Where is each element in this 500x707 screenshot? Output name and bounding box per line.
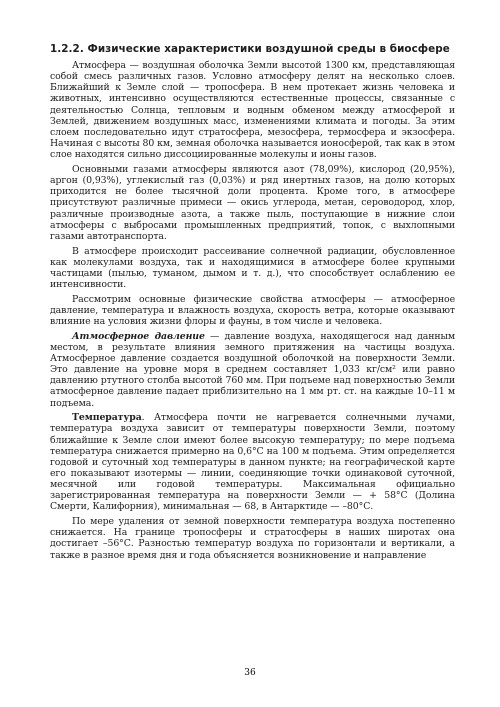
section-heading: 1.2.2. Физические характеристики воздушной среды в биосфере	[50, 43, 450, 55]
paragraph-text: Основными газами атмосферы являются азот (78,09%), кислород (20,95%), аргон (0,93%), углекислый газ (0,03%) и ряд инертных газов, на долю которых приходится не более тысячной доли процента. Кроме того, в атмосфере присутствуют различные примеси — окись углерода, метан, сероводород, хлор, различные производные азота, а также пыль, поступающие в нижние слои атмосферы с выбросами промышленных предприятий, топок, с выхлопными газами автотранспорта.	[50, 163, 455, 242]
paragraph-text: По мере удаления от земной поверхности температура воздуха постепенно снижается. На границе тропосферы и стратосферы в наших широтах она достигает –56°С. Разностью температур воздуха по горизонтали и вертикали, а также в разное время дня и года объясняется возникновение и направление	[50, 516, 455, 561]
paragraph-text: В атмосфере происходит рассеивание солнечной радиации, обусловленное как молекулами воздуха, так и находящимися в атмосфере более крупными частицами (пылью, туманом, дымом и т. д.), что способствует ослаблению ее интенсивности.	[50, 245, 455, 290]
paragraph-temperature	[50, 412, 455, 512]
body-text	[50, 60, 455, 561]
term-temperature: Температура	[72, 412, 142, 424]
page-number: 36	[244, 668, 256, 678]
paragraph-text: Рассмотрим основные физические свойства атмосферы — атмосферное давление, температура и влажность воздуха, скорость ветра, которые оказывают влияние на условия жизни флоры и фауны, в том числе и человека.	[50, 293, 455, 327]
paragraph-atmospheric-pressure	[50, 331, 455, 409]
paragraph-atmosphere-intro	[50, 60, 455, 160]
paragraph-temperature-altitude	[50, 516, 455, 561]
paragraph-text: — давление воздуха, находящегося над данным местом, в результате влияния земного притяжения на частицы воздуха. Атмосферное давление создается воздушной оболочкой на поверхности Земли. Это давление на уровне моря в среднем составляет 1,033 кг/см² или равно давлению ртутного столба высотой 760 мм. При подъеме над поверхностью Земли атмосферное давление падает приблизительно на 1 мм рт. ст. на каждые 10–11 м подъема.	[50, 330, 455, 409]
paragraph-text: Атмосфера — воздушная оболочка Земли высотой 1300 км, представляющая собой смесь различных газов. Условно атмосферу делят на несколько слоев. Ближайший к Земле слой — тропосфера. В нем протекает жизнь человека и животных, интенсивно осуществляются естественные процессы, связанные с деятельностью Солнца, тепловым и водным обменом между атмосферой и Землей, движением воздушных масс, изменениями климата и погоды. За этим слоем последовательно идут стратосфера, мезосфера, термосфера и экзосфера. Начиная с высоты 80 км, земная оболочка называется ионосферой, так как в этом слое находятся сильно диссоциированные молекулы и ионы газов.	[50, 60, 455, 161]
term-atmospheric-pressure: Атмосферное давление	[72, 330, 205, 342]
paragraph-physical-properties	[50, 294, 455, 327]
paragraph-solar-radiation	[50, 246, 455, 291]
paragraph-text: . Атмосфера почти не нагревается солнечными лучами, температура воздуха зависит от температуры поверхности Земли, поэтому ближайшие к Земле слои имеют более высокую температуру; по мере подъема температура снижается примерно на 0,6°С на 100 м подъема. Этим определяется годовой и суточный ход температуры в данном пункте; на географической карте его показывают изотермы — линии, соединяющие точки одинаковой суточной, месячной или годовой температуры. Максимальная официально зарегистрированная температура на поверхности Земли — + 58°С (Долина Смерти, Калифорния), минимальная — 68, в Антарктиде — –80°С.	[50, 412, 455, 513]
paragraph-atmosphere-composition	[50, 164, 455, 242]
